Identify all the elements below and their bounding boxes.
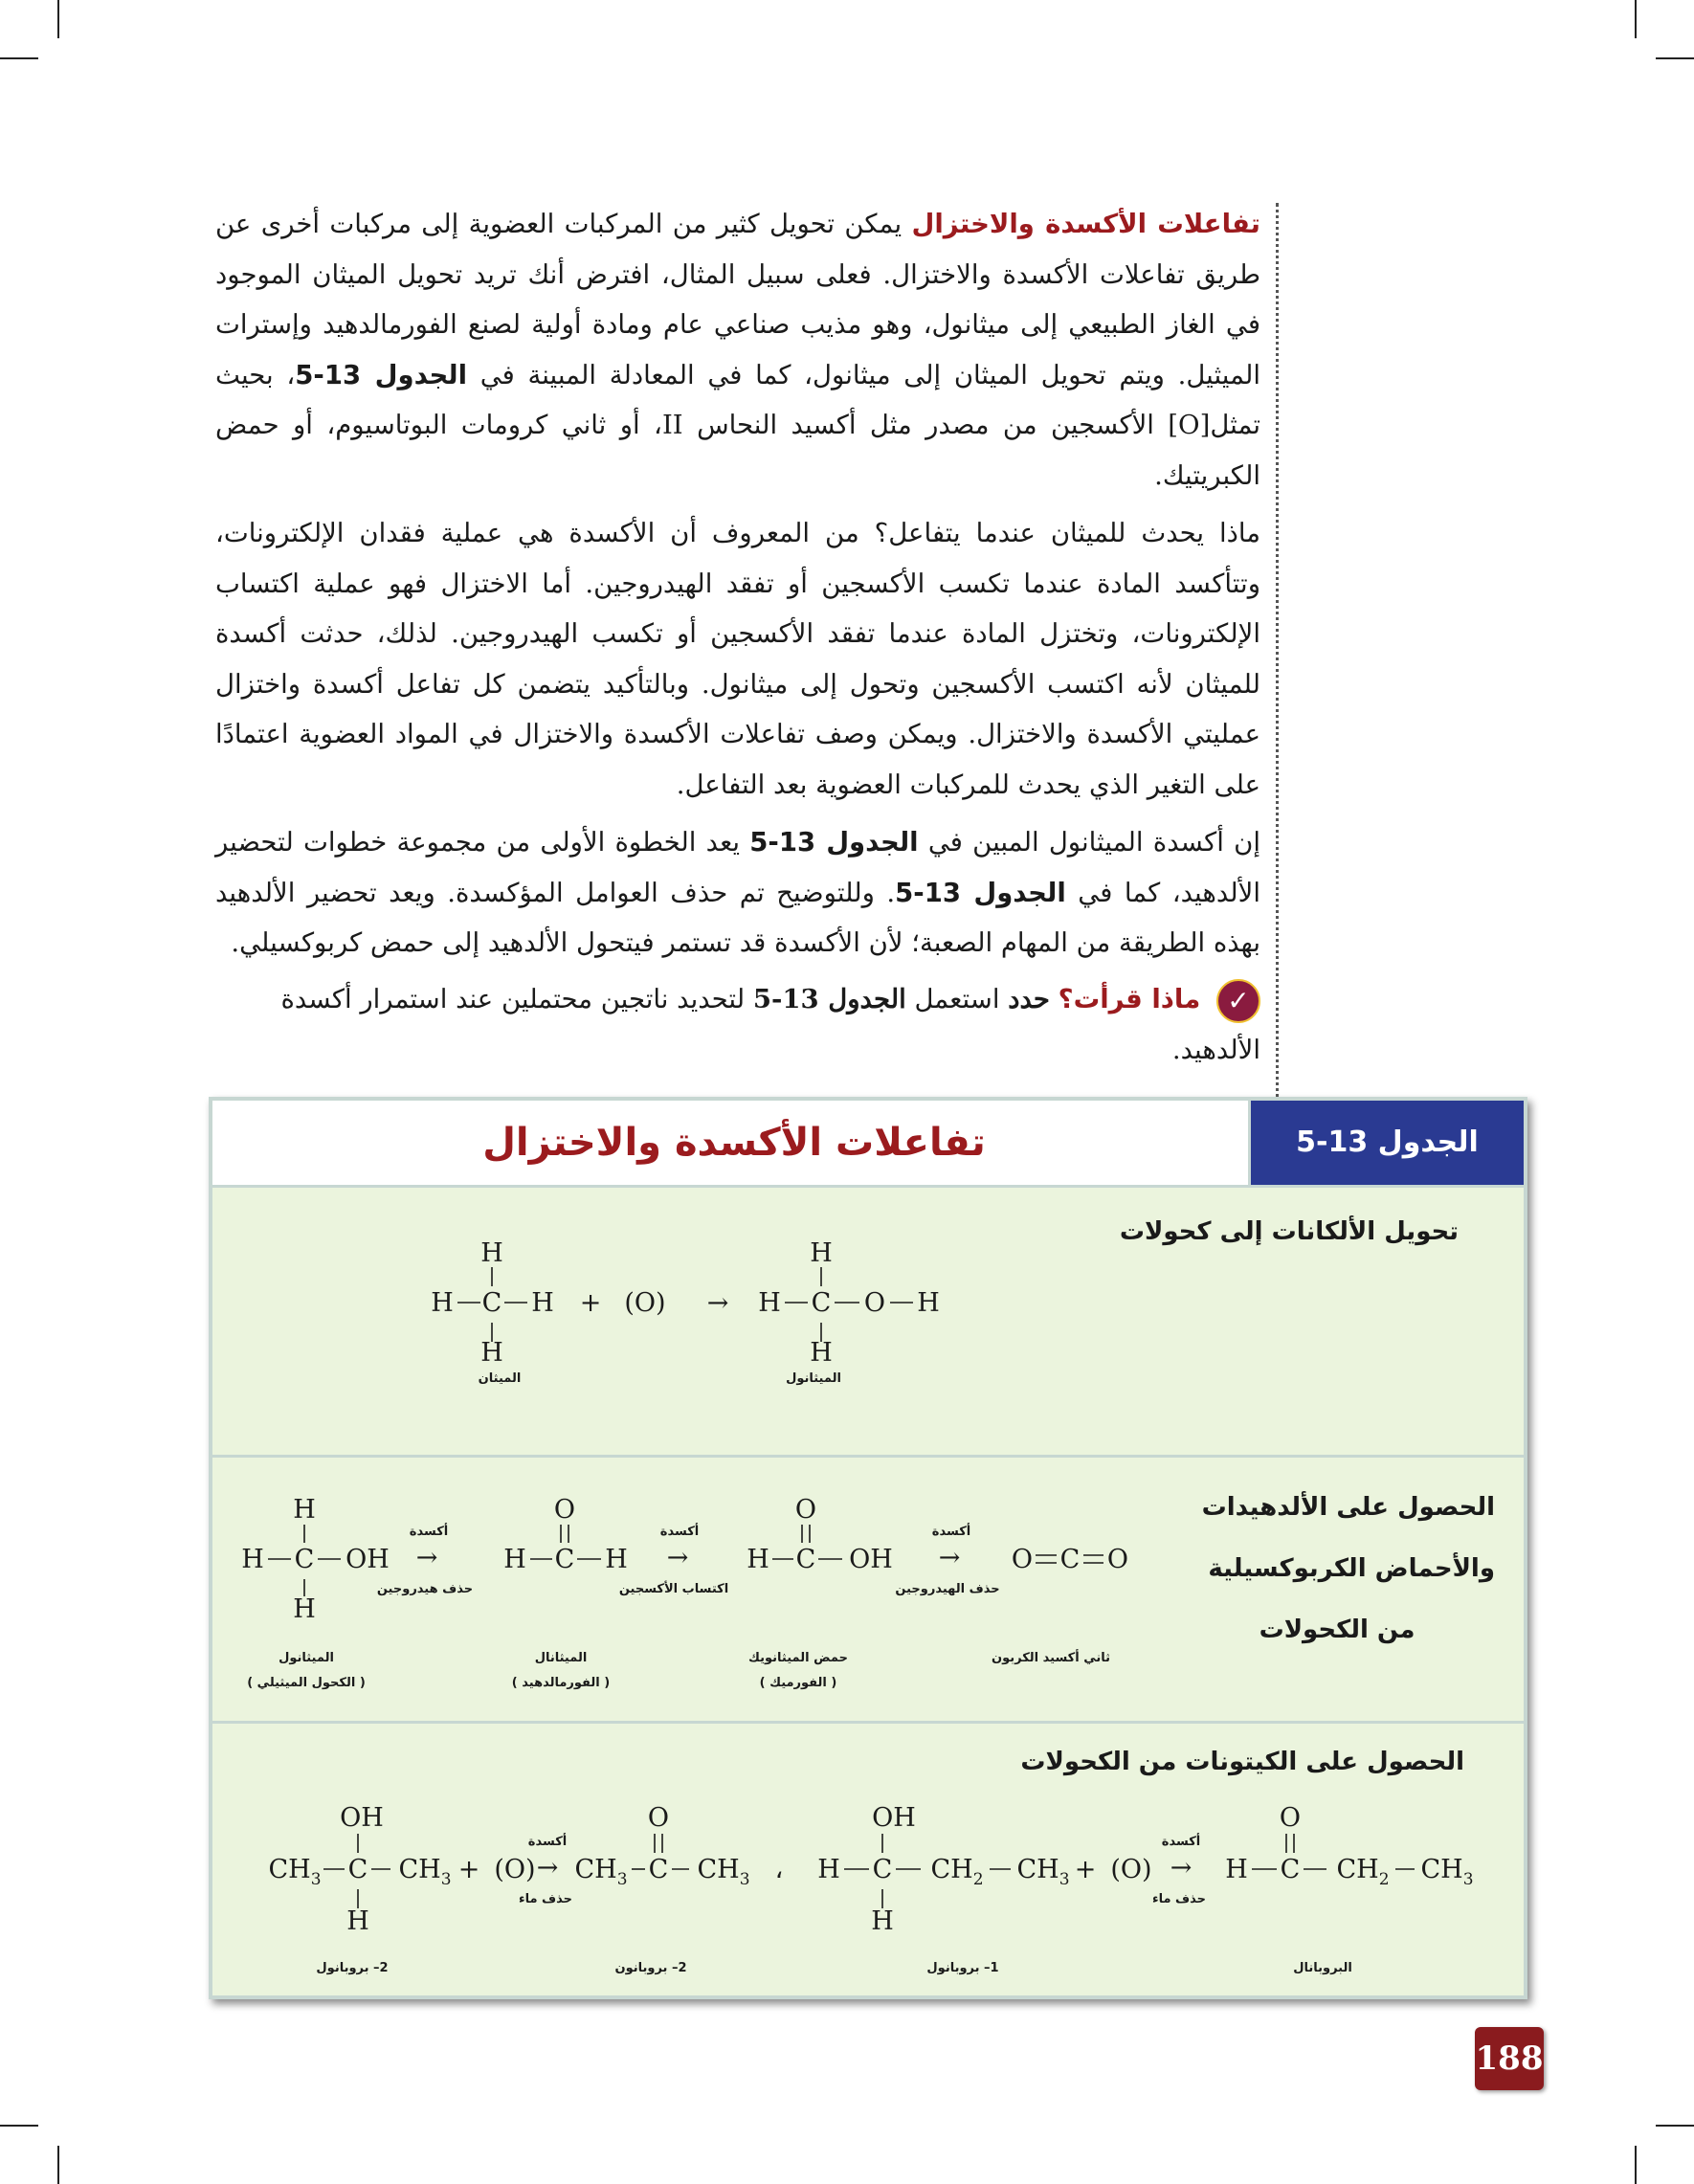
svg-text:C: C bbox=[554, 1545, 575, 1574]
paragraph-3-text: إن أكسدة الميثانول المبين في bbox=[927, 827, 1260, 858]
page-number: 188 bbox=[1475, 2027, 1544, 2090]
separator: ، bbox=[774, 1855, 784, 1884]
methane-name: الميثان bbox=[478, 1371, 522, 1386]
reaction-arrow: → bbox=[415, 1543, 438, 1572]
methanol-name: الميثانول bbox=[786, 1371, 841, 1386]
section-2-label-line: والأحماض الكربوكسيلية bbox=[1208, 1554, 1495, 1583]
svg-text:CH3: $CH_3$ bbox=[574, 1855, 628, 1889]
svg-text:H: H bbox=[503, 1545, 526, 1574]
checkmark-icon: ✓ bbox=[1216, 979, 1260, 1023]
section-3-label: الحصول على الكيتونات من الكحولات bbox=[1020, 1748, 1464, 1776]
methanol-structure bbox=[241, 1495, 390, 1624]
co2-name: ثاني أكسيد الكربون bbox=[991, 1651, 1111, 1665]
crop-mark bbox=[0, 57, 38, 59]
methanal-name: الميثانال bbox=[534, 1651, 588, 1665]
svg-text:O: O bbox=[1106, 1545, 1129, 1574]
methanol-alt-name: ( الكحول الميثيلي ) bbox=[247, 1676, 366, 1690]
reaction-arrow: → bbox=[536, 1853, 559, 1883]
plus-sign: + bbox=[579, 1288, 602, 1318]
svg-text:C: C bbox=[872, 1855, 893, 1884]
reactions-table bbox=[209, 1097, 1527, 1999]
paragraph-1-text: يمكن تحويل كثير من المركبات العضوية إلى مركبات أخرى عن طريق تفاعلات الأكسدة والاختزال. فعلى سبيل المثال، افترض أنك تريد تحويل الميثان الموجود في الغاز الطبيعي إلى ميثانول، وهو مذيب صناعي عام ومادة أولية لصنع الفورمالدهيد وإسترات الميثيل. ويتم تحويل الميثان إلى ميثانول، كما في المعادلة المبينة في bbox=[215, 209, 1260, 390]
section-1-label: تحويل الألكانات إلى كحولات bbox=[1119, 1217, 1459, 1246]
table-title: تفاعلات الأكسدة والاختزال bbox=[482, 1121, 986, 1165]
svg-text:OH: OH bbox=[345, 1545, 390, 1574]
step-label: اكتساب الأكسجين bbox=[618, 1582, 729, 1596]
svg-text:OH: OH bbox=[872, 1803, 916, 1833]
2-propanol-structure bbox=[268, 1803, 451, 1936]
svg-text:O: O bbox=[794, 1495, 817, 1525]
svg-text:C: C bbox=[481, 1288, 502, 1318]
table-reference: الجدول 13-5 bbox=[295, 359, 468, 390]
paragraph-1-end: ، بحيث تمثل[O] الأكسجين من مصدر مثل أكسيد النحاس II، أو ثاني كرومات البوتاسيوم، أو حمض الكبريتيك. bbox=[215, 359, 1260, 491]
svg-text:H: H bbox=[871, 1906, 894, 1936]
oxygen-symbol: (O) bbox=[1110, 1855, 1152, 1884]
svg-text:H: H bbox=[480, 1338, 503, 1368]
svg-text:H: H bbox=[346, 1906, 369, 1936]
svg-text:CH2: $CH_2$ bbox=[1336, 1855, 1390, 1889]
svg-text:H: H bbox=[531, 1288, 554, 1318]
key-term: تفاعلات الأكسدة والاختزال bbox=[911, 209, 1261, 239]
crop-mark bbox=[0, 2125, 38, 2127]
oxidation-label: أكسدة bbox=[931, 1525, 971, 1539]
methanal-alt-name: ( الفورمالدهيد ) bbox=[511, 1676, 611, 1690]
svg-text:H: H bbox=[293, 1594, 316, 1624]
svg-text:H: H bbox=[1225, 1855, 1248, 1884]
reaction-schemes bbox=[212, 1101, 1524, 1995]
svg-text:H: H bbox=[480, 1238, 503, 1268]
crop-mark bbox=[1656, 57, 1694, 59]
section-2-label-line: من الكحولات bbox=[1259, 1616, 1415, 1644]
2-propanone-name: 2– بروبانون bbox=[614, 1961, 687, 1975]
svg-text:CH3: $CH_3$ bbox=[1016, 1855, 1070, 1889]
methanol-name: الميثانول bbox=[279, 1651, 334, 1665]
svg-text:O: O bbox=[1011, 1545, 1034, 1574]
svg-text:O: O bbox=[1279, 1803, 1302, 1833]
paragraph-3-text: . وللتوضيح تم حذف العوامل المؤكسدة. ويعد تحضير الألدهيد بهذه الطريقة من المهام الصعبة؛ لأن الأكسدة قد تستمر فيتحول الألدهيد إلى حمض كربوكسيلي. bbox=[215, 877, 1260, 958]
crop-mark bbox=[57, 2146, 59, 2184]
svg-text:C: C bbox=[811, 1288, 832, 1318]
methanal-structure bbox=[503, 1495, 628, 1574]
methanoic-acid-name: حمض الميثانويك bbox=[748, 1651, 848, 1665]
crop-mark bbox=[1656, 2125, 1694, 2127]
table-reference: الجدول 13-5 bbox=[752, 984, 906, 1014]
methanoic-acid-alt-name: ( الفورميك ) bbox=[759, 1676, 837, 1690]
oxidation-label: أكسدة bbox=[409, 1525, 449, 1539]
paragraph-3-text: يعد الخطوة الأولى من مجموعة خطوات لتحضير الألدهيد، كما في bbox=[215, 827, 1260, 908]
svg-text:H: H bbox=[817, 1855, 840, 1884]
reading-check-verb: حدد bbox=[1008, 984, 1050, 1014]
reaction-arrow: → bbox=[1170, 1853, 1192, 1883]
propanal-name: البروبانال bbox=[1293, 1961, 1352, 1975]
svg-text:O: O bbox=[863, 1288, 886, 1318]
reaction-arrow: → bbox=[706, 1288, 729, 1318]
step-label: حذف الهيدروجين bbox=[895, 1582, 1000, 1596]
svg-text:CH2: $CH_2$ bbox=[930, 1855, 984, 1889]
reading-check bbox=[215, 974, 1260, 1075]
plus-sign: + bbox=[457, 1855, 480, 1884]
svg-text:H: H bbox=[241, 1545, 264, 1574]
table-reference: الجدول 13-5 bbox=[895, 877, 1066, 908]
svg-text:CH3: $CH_3$ bbox=[398, 1855, 452, 1889]
svg-text:CH3: $CH_3$ bbox=[268, 1855, 322, 1889]
paragraph-3 bbox=[215, 817, 1260, 969]
svg-text:H: H bbox=[605, 1545, 628, 1574]
svg-text:C: C bbox=[294, 1545, 315, 1574]
svg-text:H: H bbox=[747, 1545, 769, 1574]
step-label: حذف هيدروجين bbox=[376, 1582, 474, 1596]
oxygen-symbol: (O) bbox=[624, 1288, 666, 1318]
crop-mark bbox=[57, 0, 59, 38]
svg-text:C: C bbox=[347, 1855, 368, 1884]
reaction-arrow: → bbox=[938, 1543, 961, 1572]
propanal-structure bbox=[1225, 1803, 1473, 1889]
section-2-label-line: الحصول على الألدهيدات bbox=[1201, 1493, 1495, 1522]
article-body bbox=[215, 199, 1260, 976]
table-number: الجدول 13-5 bbox=[1248, 1101, 1524, 1185]
svg-text:H: H bbox=[293, 1495, 316, 1525]
paragraph-1 bbox=[215, 199, 1260, 501]
svg-text:CH3: $CH_3$ bbox=[697, 1855, 750, 1889]
svg-text:H: H bbox=[810, 1338, 833, 1368]
carbon-dioxide-structure bbox=[1012, 1545, 1128, 1574]
oxidation-label: أكسدة bbox=[659, 1525, 700, 1539]
svg-text:CH3: $CH_3$ bbox=[1420, 1855, 1474, 1889]
oxygen-symbol: (O) bbox=[494, 1855, 536, 1884]
paragraph-2: ماذا يحدث للميثان عندما يتفاعل؟ من المعروف أن الأكسدة هي عملية فقدان الإلكترونات، وتتأكسد المادة عندما تكسب الأكسجين أو تفقد الهيدروجين. أما الاختزال فهو عملية اكتساب الإلكترونات، وتختزل المادة عندما تفقد الأكسجين أو تكسب الهيدروجين. لذلك، حدثت أكسدة للميثان لأنه اكتسب الأكسجين وتحول إلى ميثانول. وبالتأكيد يتضمن كل تفاعل أكسدة واختزال عمليتي الأكسدة والاختزال. ويمكن وصف تفاعلات الأكسدة والاختزال في المواد العضوية اعتمادًا على التغير الذي يحدث للمركبات العضوية بعد التفاعل. bbox=[215, 518, 1260, 800]
svg-text:O: O bbox=[553, 1495, 576, 1525]
svg-text:OH: OH bbox=[340, 1803, 384, 1833]
svg-text:O: O bbox=[647, 1803, 670, 1833]
reading-check-text: لتحديد ناتجين محتملين عند استمرار أكسدة الألدهيد. bbox=[280, 984, 1260, 1065]
svg-text:C: C bbox=[1280, 1855, 1301, 1884]
svg-text:OH: OH bbox=[849, 1545, 893, 1574]
remove-water-label: حذف ماء bbox=[1151, 1892, 1207, 1906]
2-propanol-name: 2– بروبانول bbox=[316, 1961, 389, 1975]
svg-text:H: H bbox=[431, 1288, 454, 1318]
oxidation-label: أكسدة bbox=[527, 1835, 568, 1849]
margin-dotted-rule bbox=[1276, 203, 1279, 1110]
remove-water-label: حذف ماء bbox=[518, 1892, 573, 1906]
table-reference: الجدول 13-5 bbox=[749, 827, 919, 858]
crop-mark bbox=[1635, 2146, 1637, 2184]
crop-mark bbox=[1635, 0, 1637, 38]
svg-text:H: H bbox=[758, 1288, 781, 1318]
reaction-arrow: → bbox=[666, 1543, 689, 1572]
1-propanol-name: 1– بروبانول bbox=[926, 1961, 999, 1975]
reading-check-label: ماذا قرأت؟ bbox=[1058, 984, 1201, 1014]
svg-text:H: H bbox=[917, 1288, 940, 1318]
svg-text:C: C bbox=[1059, 1545, 1081, 1574]
reading-check-text: استعمل bbox=[914, 984, 1000, 1014]
plus-sign: + bbox=[1074, 1855, 1097, 1884]
svg-text:C: C bbox=[648, 1855, 669, 1884]
svg-text:H: H bbox=[810, 1238, 833, 1268]
methane-structure bbox=[431, 1238, 554, 1368]
svg-text:C: C bbox=[795, 1545, 816, 1574]
oxidation-label: أكسدة bbox=[1161, 1835, 1201, 1849]
methanoic-acid-structure bbox=[747, 1495, 893, 1574]
